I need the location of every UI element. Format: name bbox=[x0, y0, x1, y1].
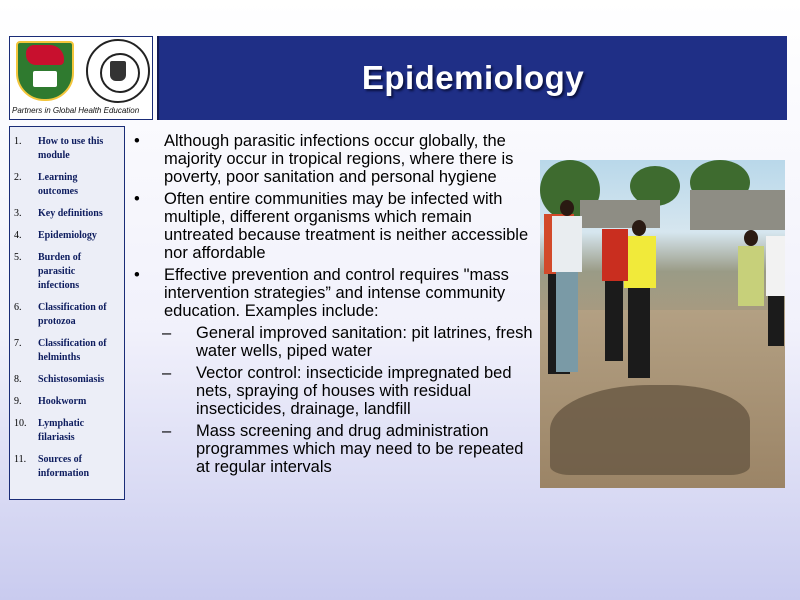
sub-list-item: – General improved sanitation: pit latrines, fresh water wells, piped water bbox=[130, 324, 540, 360]
logo-panel bbox=[9, 36, 153, 120]
sidebar-item-burden[interactable]: 5. Burden of parasitic infections bbox=[14, 251, 118, 293]
sidebar-item-learning-outcomes[interactable]: 2. Learning outcomes bbox=[14, 171, 118, 199]
rubbish-pile bbox=[550, 385, 750, 475]
main-content bbox=[130, 132, 540, 480]
sidebar-item-label: Epidemiology bbox=[38, 230, 97, 241]
sub-list-item: – Mass screening and drug administration programmes which may need to be repeated at regular intervals bbox=[130, 422, 540, 476]
partners-caption: Partners in Global Health Education bbox=[12, 106, 140, 115]
list-item: • Often entire communities may be infected with multiple, different organisms which remain untreated because treatment is neither accessible nor affordable bbox=[130, 190, 540, 262]
bullet-text: Effective prevention and control requires "mass intervention strategies” and intense community education. Examples include: bbox=[164, 266, 509, 320]
sidebar-nav bbox=[9, 126, 125, 500]
bullet-text: Often entire communities may be infected with multiple, different organisms which remain untreated because treatment is neither accessible nor affordable bbox=[164, 190, 529, 262]
bullet-text: Although parasitic infections occur globally, the majority occur in tropical regions, where there is poverty, poor sanitation and personal hygiene bbox=[164, 132, 514, 186]
page-title: Epidemiology bbox=[361, 59, 585, 96]
sidebar-item-label: Lymphatic filariasis bbox=[38, 418, 85, 443]
book-icon bbox=[33, 71, 57, 87]
sidebar-item-label: Classification of protozoa bbox=[38, 302, 107, 327]
sub-bullet-text: Vector control: insecticide impregnated bed nets, spraying of houses with residual insecticides, drainage, landfill bbox=[196, 364, 512, 418]
sidebar-item-protozoa[interactable]: 6. Classification of protozoa bbox=[14, 301, 118, 329]
sidebar-item-hookworm[interactable]: 9. Hookworm bbox=[14, 396, 87, 407]
sub-bullet-text: General improved sanitation: pit latrines, fresh water wells, piped water bbox=[196, 324, 533, 360]
sidebar-item-label: Hookworm bbox=[38, 396, 87, 407]
title-bar bbox=[157, 36, 787, 120]
sidebar-item-schistosomiasis[interactable]: 8. Schistosomiasis bbox=[14, 374, 105, 385]
sidebar-item-label: Sources of information bbox=[38, 454, 90, 479]
sidebar-item-label: Burden of parasitic infections bbox=[38, 252, 82, 291]
sidebar-item-label: How to use this module bbox=[38, 136, 104, 161]
sidebar-item-label: Key definitions bbox=[38, 208, 103, 219]
college-of-medicine-seal-logo bbox=[86, 39, 150, 103]
sidebar-item-label: Schistosomiasis bbox=[38, 374, 105, 385]
sidebar-item-helminths[interactable]: 7. Classification of helminths bbox=[14, 337, 118, 365]
sidebar-item-label: Learning outcomes bbox=[38, 172, 78, 197]
sidebar-item-sources[interactable]: 11. Sources of information bbox=[14, 453, 118, 481]
list-item: • Effective prevention and control requires "mass intervention strategies” and intense community education. Examples include: bbox=[130, 266, 540, 320]
sidebar-item-key-definitions[interactable]: 3. Key definitions bbox=[14, 208, 103, 219]
sub-list-item: – Vector control: insecticide impregnated bed nets, spraying of houses with residual insecticides, drainage, landfill bbox=[130, 364, 540, 418]
dragon-icon bbox=[26, 45, 64, 65]
sidebar-item-label: Classification of helminths bbox=[38, 338, 107, 363]
list-item: • Although parasitic infections occur globally, the majority occur in tropical regions, where there is poverty, poor sanitation and personal hygiene bbox=[130, 132, 540, 186]
sidebar-item-how-to-use[interactable]: 1. How to use this module bbox=[14, 135, 118, 163]
sidebar-item-lymphatic-filariasis[interactable]: 10. Lymphatic filariasis bbox=[14, 417, 118, 445]
sub-bullet-text: Mass screening and drug administration programmes which may need to be repeated at regular intervals bbox=[196, 422, 524, 476]
sidebar-item-epidemiology[interactable]: 4. Epidemiology bbox=[14, 230, 97, 241]
university-crest-logo bbox=[16, 41, 74, 101]
community-sanitation-photo bbox=[540, 160, 785, 488]
